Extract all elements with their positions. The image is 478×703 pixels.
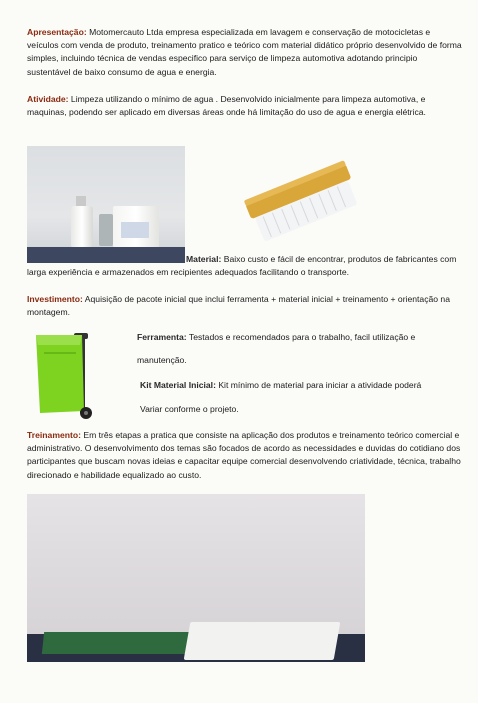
treinamento-label: Treinamento: [27,430,81,440]
ferramenta-label: Ferramenta: [137,332,187,342]
ferramenta-text: Testados e recomendados para o trabalho, facil utilização e [186,332,416,342]
spray-bottle-shape [71,206,93,248]
investimento-label: Investimento: [27,294,83,304]
apresentacao-text: Motomercauto Ltda empresa especializada em lavagem e conservação de motocicletas e veículos com venda de produto, treinamento pratico e teórico com material didático próprio desenvolvido de forma simples, incluindo técnica de vendas especifico para serviço de limpeza automotiva adotando principio sustentável de baixo consumo de agua e energia. [27,27,462,77]
material-label: Material: [186,254,222,264]
atividade-text: Limpeza utilizando o mínimo de agua . Desenvolvido inicialmente para limpeza automotiva, e maquinas, podendo ser aplicado em diversas áreas onde há limitação do uso de agua e energia elétrica. [27,94,426,118]
apresentacao-paragraph [27,26,463,79]
ferramenta-line [137,331,467,344]
white-cloth-shape [184,622,341,660]
kit-line-2 [140,403,470,416]
cleaning-products-photo [27,146,185,263]
green-bag-trolley-photo [30,323,102,423]
investimento-paragraph [27,293,463,319]
ferramenta-line-2 [137,354,467,367]
atividade-paragraph [27,93,463,119]
kit-text: Kit mínimo de material para iniciar a atividade poderá [215,380,422,390]
green-mat-shape [42,632,194,654]
apresentacao-label: Apresentação: [27,27,87,37]
kit-line [140,379,470,392]
treinamento-text: Em três etapas a pratica que consiste na aplicação dos produtos e treinamento teórico comercial e administrativo. O desenvolvimento dos temas são focados de acordo as necessidades e duvidas do cotidiano dos participantes que buscam novas ideias e capacitar equipe comercial desenvolvendo criatividade, técnica, trabalho direcionado e habilidade equalizado ao custo. [27,430,461,480]
small-bottle-shape [99,214,113,246]
floor-mats-photo [27,494,365,662]
material-paragraph [27,253,463,279]
bucket-shape [113,206,159,250]
ferramenta-text-2: manutenção. [137,355,187,365]
investimento-text: Aquisição de pacote inicial que inclui ferramenta + material inicial + treinamento + orientação na montagem. [27,294,450,318]
atividade-label: Atividade: [27,94,69,104]
treinamento-paragraph [27,429,463,482]
cleaning-brush-photo [238,146,358,246]
material-text: Baixo custo e fácil de encontrar, produtos de fabricantes com larga experiência e armazenados em recipientes adequados facilitando o transporte. [27,254,457,278]
kit-label: Kit Material Inicial: [140,380,216,390]
kit-text-2: Variar conforme o projeto. [140,404,239,414]
